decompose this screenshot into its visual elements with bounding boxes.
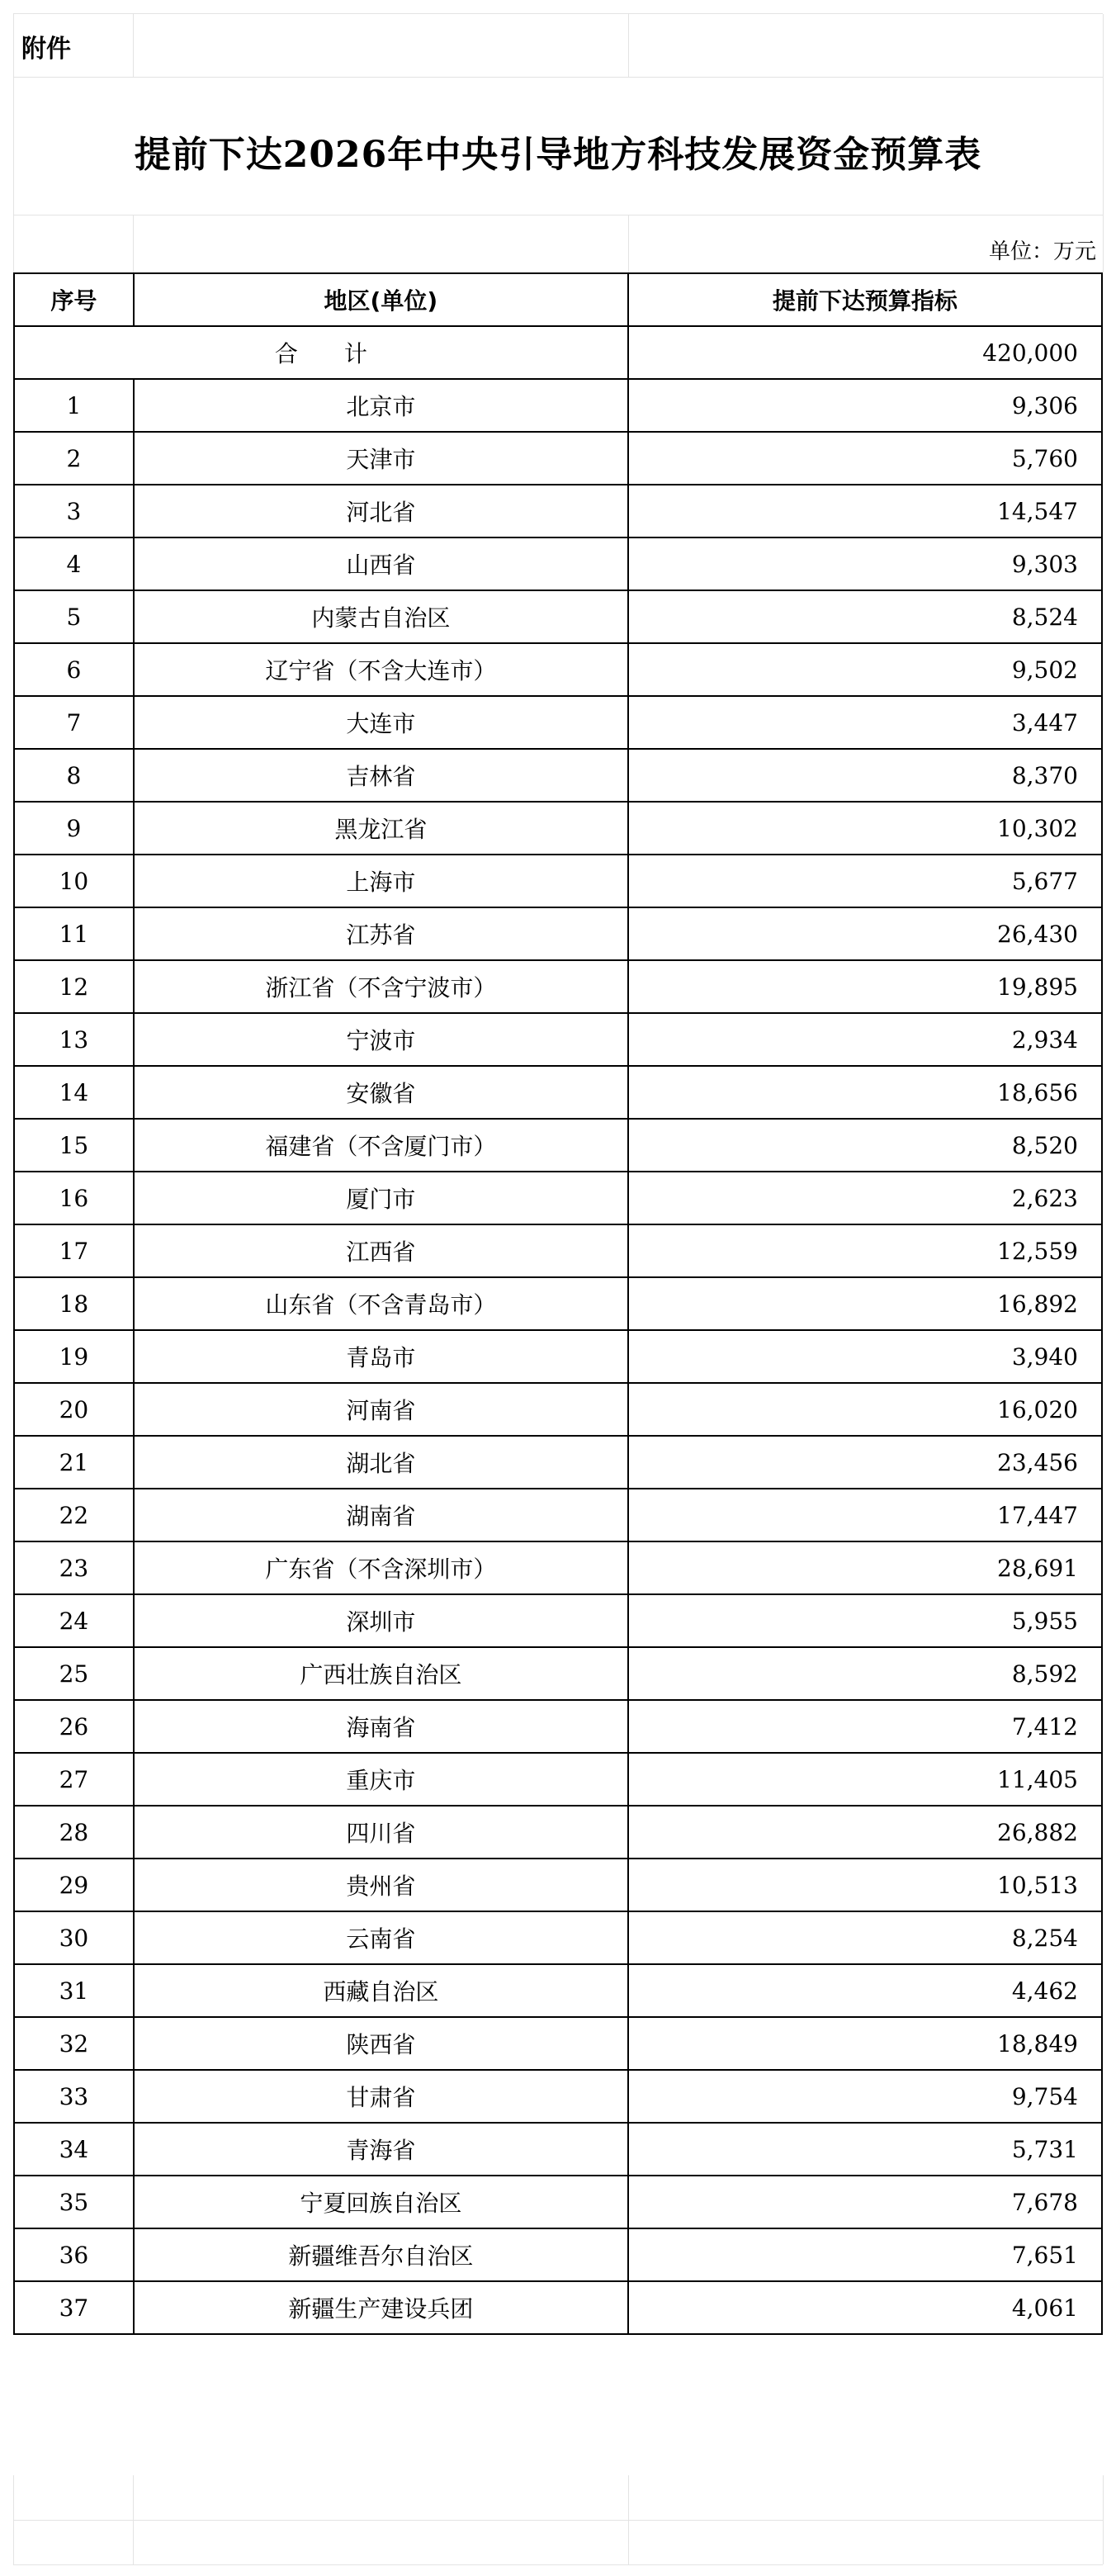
row-amount: 18,656 [628,1066,1102,1119]
row-seq: 12 [14,960,134,1013]
row-seq: 13 [14,1013,134,1066]
row-amount: 8,524 [628,590,1102,643]
grid-line [13,215,14,272]
row-region: 上海市 [134,855,628,907]
table-row [14,590,1102,643]
row-amount: 17,447 [628,1489,1102,1541]
table-row [14,2176,1102,2228]
row-region: 大连市 [134,696,628,749]
row-amount: 12,559 [628,1224,1102,1277]
row-seq: 28 [14,1806,134,1859]
grid-line [1103,215,1104,272]
row-amount: 10,302 [628,802,1102,855]
table-row [14,1647,1102,1700]
row-amount: 9,502 [628,643,1102,696]
grid-line [628,215,629,272]
table-row [14,802,1102,855]
row-amount: 7,412 [628,1700,1102,1753]
row-seq: 29 [14,1859,134,1911]
row-amount: 3,940 [628,1330,1102,1383]
row-seq: 26 [14,1700,134,1753]
header-seq: 序号 [14,273,134,326]
row-seq: 37 [14,2281,134,2334]
grid-line [1103,76,1104,215]
table-row [14,1066,1102,1119]
table-row [14,1013,1102,1066]
row-seq: 36 [14,2228,134,2281]
row-region: 新疆生产建设兵团 [134,2281,628,2334]
row-seq: 18 [14,1277,134,1330]
row-amount: 3,447 [628,696,1102,749]
row-region: 福建省（不含厦门市） [134,1119,628,1172]
table-row [14,1806,1102,1859]
row-seq: 27 [14,1753,134,1806]
row-amount: 26,882 [628,1806,1102,1859]
row-amount: 23,456 [628,1436,1102,1489]
row-seq: 34 [14,2123,134,2176]
row-seq: 22 [14,1489,134,1541]
table-row [14,1277,1102,1330]
row-region: 青海省 [134,2123,628,2176]
row-seq: 4 [14,537,134,590]
row-region: 云南省 [134,1911,628,1964]
row-seq: 15 [14,1119,134,1172]
row-seq: 32 [14,2017,134,2070]
table-row [14,537,1102,590]
table-row [14,855,1102,907]
grid-line [13,14,14,77]
grid-line [628,2475,629,2520]
row-region: 湖南省 [134,1489,628,1541]
header-row [14,273,1102,326]
row-seq: 7 [14,696,134,749]
row-seq: 30 [14,1911,134,1964]
row-region: 广西壮族自治区 [134,1647,628,1700]
table-row [14,2228,1102,2281]
row-amount: 14,547 [628,485,1102,537]
row-seq: 1 [14,379,134,432]
row-region: 新疆维吾尔自治区 [134,2228,628,2281]
row-amount: 26,430 [628,907,1102,960]
table-row [14,1753,1102,1806]
grid-row [13,2475,1103,2521]
table-row [14,379,1102,432]
row-region: 贵州省 [134,1859,628,1911]
table-row [14,643,1102,696]
row-seq: 21 [14,1436,134,1489]
row-seq: 24 [14,1594,134,1647]
row-region: 陕西省 [134,2017,628,2070]
row-region: 四川省 [134,1806,628,1859]
row-amount: 8,592 [628,1647,1102,1700]
row-seq: 17 [14,1224,134,1277]
header-amount: 提前下达预算指标 [628,273,1102,326]
row-region: 辽宁省（不含大连市） [134,643,628,696]
table-row [14,485,1102,537]
table-row [14,1330,1102,1383]
total-label: 合 计 [14,326,628,379]
table-row [14,1700,1102,1753]
grid-row [13,13,1103,78]
row-seq: 10 [14,855,134,907]
row-seq: 5 [14,590,134,643]
row-amount: 8,520 [628,1119,1102,1172]
row-amount: 28,691 [628,1541,1102,1594]
table-row [14,1594,1102,1647]
table-row [14,1541,1102,1594]
spreadsheet-page [13,13,1103,2564]
row-seq: 19 [14,1330,134,1383]
table-row [14,1436,1102,1489]
row-region: 广东省（不含深圳市） [134,1541,628,1594]
row-region: 甘肃省 [134,2070,628,2123]
row-amount: 4,061 [628,2281,1102,2334]
row-seq: 33 [14,2070,134,2123]
row-region: 重庆市 [134,1753,628,1806]
table-row [14,1911,1102,1964]
table-row [14,2281,1102,2334]
row-amount: 9,306 [628,379,1102,432]
table-row [14,1119,1102,1172]
row-seq: 3 [14,485,134,537]
table-row [14,749,1102,802]
row-seq: 31 [14,1964,134,2017]
row-amount: 7,651 [628,2228,1102,2281]
row-region: 安徽省 [134,1066,628,1119]
row-amount: 16,892 [628,1277,1102,1330]
row-amount: 9,754 [628,2070,1102,2123]
row-seq: 20 [14,1383,134,1436]
table-row [14,960,1102,1013]
header-region: 地区(单位) [134,273,628,326]
row-amount: 5,955 [628,1594,1102,1647]
grid-line [1103,2475,1104,2520]
total-row [14,326,1102,379]
row-seq: 2 [14,432,134,485]
grid-line [1103,14,1104,77]
grid-line [13,2475,14,2520]
row-region: 北京市 [134,379,628,432]
row-region: 江苏省 [134,907,628,960]
row-seq: 16 [14,1172,134,1224]
document-title: 提前下达2026年中央引导地方科技发展资金预算表 [134,134,982,176]
row-seq: 8 [14,749,134,802]
row-region: 湖北省 [134,1436,628,1489]
table-row [14,1859,1102,1911]
row-region: 吉林省 [134,749,628,802]
row-amount: 5,677 [628,855,1102,907]
table-row [14,432,1102,485]
table-row [14,1172,1102,1224]
row-seq: 6 [14,643,134,696]
budget-table [13,272,1103,2335]
table-row [14,696,1102,749]
grid-line [133,2475,134,2520]
attachment-label: 附件 [21,35,71,64]
row-amount: 8,254 [628,1911,1102,1964]
row-region: 青岛市 [134,1330,628,1383]
grid-line [133,14,134,77]
row-amount: 16,020 [628,1383,1102,1436]
row-seq: 14 [14,1066,134,1119]
row-amount: 10,513 [628,1859,1102,1911]
row-seq: 25 [14,1647,134,1700]
row-region: 黑龙江省 [134,802,628,855]
row-region: 天津市 [134,432,628,485]
unit-label: 单位：万元 [988,239,1096,264]
row-region: 河北省 [134,485,628,537]
table-row [14,1964,1102,2017]
grid-line [133,2520,134,2564]
row-amount: 7,678 [628,2176,1102,2228]
row-region: 宁夏回族自治区 [134,2176,628,2228]
total-amount: 420,000 [628,326,1102,379]
table-row [14,1383,1102,1436]
row-seq: 11 [14,907,134,960]
row-amount: 5,760 [628,432,1102,485]
table-row [14,2070,1102,2123]
row-amount: 5,731 [628,2123,1102,2176]
row-region: 山东省（不含青岛市） [134,1277,628,1330]
table-row [14,2017,1102,2070]
row-region: 江西省 [134,1224,628,1277]
row-amount: 18,849 [628,2017,1102,2070]
row-amount: 2,934 [628,1013,1102,1066]
row-region: 河南省 [134,1383,628,1436]
grid-line [1103,2520,1104,2564]
row-amount: 11,405 [628,1753,1102,1806]
row-amount: 9,303 [628,537,1102,590]
row-region: 山西省 [134,537,628,590]
row-seq: 9 [14,802,134,855]
table-row [14,907,1102,960]
grid-row [13,215,1103,273]
row-region: 内蒙古自治区 [134,590,628,643]
row-region: 宁波市 [134,1013,628,1066]
grid-line [628,14,629,77]
grid-line [13,2520,14,2564]
row-seq: 23 [14,1541,134,1594]
row-amount: 8,370 [628,749,1102,802]
row-region: 浙江省（不含宁波市） [134,960,628,1013]
row-amount: 2,623 [628,1172,1102,1224]
grid-line [133,215,134,272]
table-row [14,2123,1102,2176]
row-amount: 4,462 [628,1964,1102,2017]
table-row [14,1224,1102,1277]
grid-line [628,2520,629,2564]
table-row [14,1489,1102,1541]
row-region: 西藏自治区 [134,1964,628,2017]
row-amount: 19,895 [628,960,1102,1013]
row-seq: 35 [14,2176,134,2228]
row-region: 厦门市 [134,1172,628,1224]
grid-row [13,2520,1103,2565]
row-region: 深圳市 [134,1594,628,1647]
row-region: 海南省 [134,1700,628,1753]
